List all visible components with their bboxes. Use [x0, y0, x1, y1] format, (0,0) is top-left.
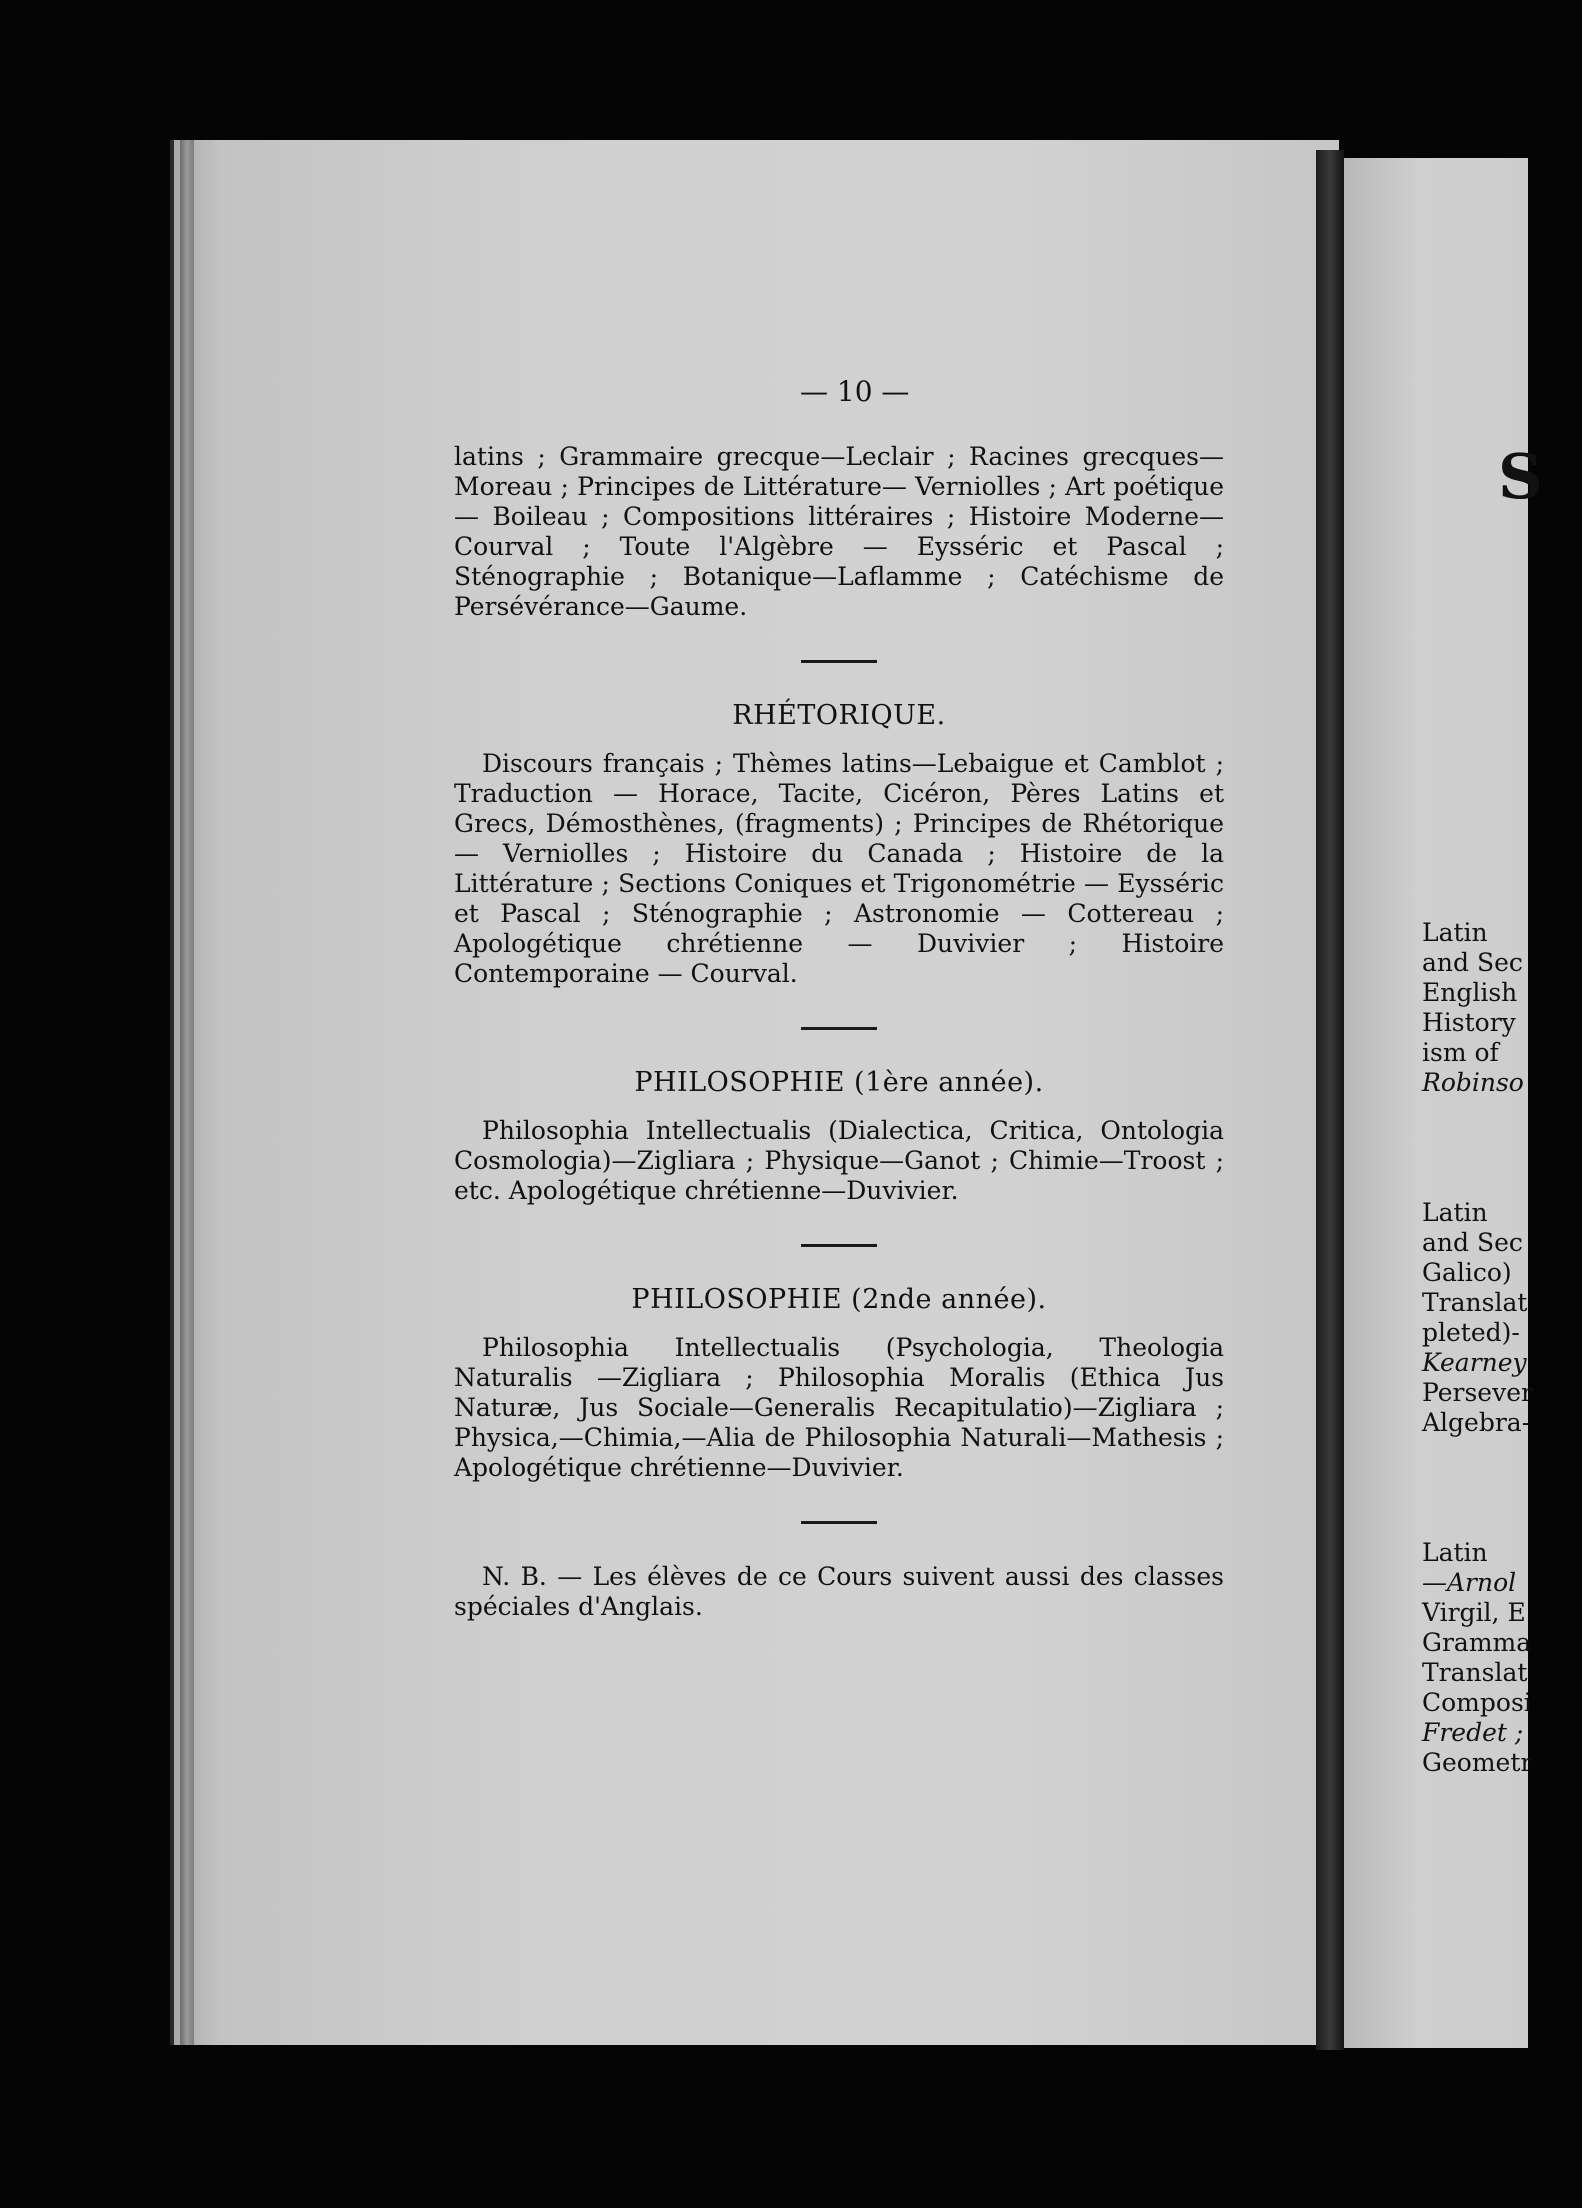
intro-paragraph: latins ; Grammaire grecque—Leclair ; Racines grecques— Moreau ; Principes de Littérature— Verniolles ; Art poétique— Boileau ; Compositions littéraires ; Histoire Moderne—Courval ; Toute l'Algèbre — Eysséric et Pascal ; Sténographie ; Botanique—Laflamme ; Catéchisme de Persévérance—Gaume. — [454, 442, 1224, 621]
right-page-heading-fragment: S — [1498, 440, 1543, 513]
section-divider — [801, 660, 877, 663]
right-line: Virgil, E — [1422, 1598, 1526, 1627]
note-paragraph: N. B. — Les élèves de ce Cours suivent aussi des classes spéciales d'Anglais. — [454, 1562, 1224, 1621]
section-text-philosophie-2: Philosophia Intellectualis (Psychologia, Theologia Naturalis —Zigliara ; Philosophia Moralis (Ethica Jus Naturæ, Jus Sociale—Generalis Recapitulatio)—Zigliara ; Physica,—Chimia,—Alia de Philosophia Naturali—Mathesis ; Apologétique chrétienne—Duvivier. — [454, 1333, 1224, 1482]
right-line: and Sec — [1422, 948, 1523, 977]
right-line: and Sec — [1422, 1228, 1523, 1257]
section-divider — [801, 1521, 877, 1524]
right-line: History — [1422, 1008, 1516, 1037]
section-text-rhetorique: Discours français ; Thèmes latins—Lebaigue et Camblot ; Traduction — Horace, Tacite, Cicéron, Pères Latins et Grecs, Démosthènes, (fragments) ; Principes de Rhétorique — Verniolles ; Histoire du Canada ; Histoire de la Littérature ; Sections Coniques et Trigonométrie — Eysséric et Pascal ; Sténographie ; Astronomie — Cottereau ; Apologétique chrétienne — Duvivier ; Histoire Contemporaine — Courval. — [454, 749, 1224, 988]
page-binding-edge — [180, 140, 194, 2045]
right-line: Galico) — [1422, 1258, 1512, 1287]
right-line: Gramma — [1422, 1628, 1532, 1657]
section-divider — [801, 1244, 877, 1247]
page-content — [454, 370, 1224, 1622]
book-gutter — [1316, 150, 1344, 2050]
right-line: Latin — [1422, 918, 1488, 947]
right-line: Latin — [1422, 1538, 1488, 1567]
right-line: Kearney — [1422, 1348, 1527, 1377]
section-title-rhetorique: RHÉTORIQUE. — [732, 700, 946, 731]
right-line: Fredet ; — [1422, 1718, 1524, 1747]
right-line: Persever — [1422, 1378, 1533, 1407]
right-line: Geometr — [1422, 1748, 1533, 1777]
right-line: Composi — [1422, 1688, 1532, 1717]
right-line: Algebra- — [1422, 1408, 1531, 1437]
right-page-block-1 — [1422, 918, 1582, 1098]
right-line: Translat — [1422, 1288, 1528, 1317]
section-text-philosophie-1: Philosophia Intellectualis (Dialectica, Critica, Ontologia Cosmologia)—Zigliara ; Physique—Ganot ; Chimie—Troost ; etc. Apologétique chrétienne—Duvivier. — [454, 1116, 1224, 1205]
right-line: Translat — [1422, 1658, 1528, 1687]
right-page-block-3 — [1422, 1538, 1582, 1778]
page-number: — 10 — — [800, 375, 910, 408]
right-line: pleted)- — [1422, 1318, 1520, 1347]
right-line: ism of — [1422, 1038, 1499, 1067]
section-title-philosophie-1: PHILOSOPHIE (1ère année). — [634, 1067, 1044, 1098]
right-line: English — [1422, 978, 1518, 1007]
right-page-block-2 — [1422, 1198, 1582, 1438]
right-line: Robinso — [1422, 1068, 1524, 1097]
right-line: —Arnol — [1422, 1568, 1517, 1597]
section-title-philosophie-2: PHILOSOPHIE (2nde année). — [631, 1284, 1047, 1315]
right-line: Latin — [1422, 1198, 1488, 1227]
section-divider — [801, 1027, 877, 1030]
